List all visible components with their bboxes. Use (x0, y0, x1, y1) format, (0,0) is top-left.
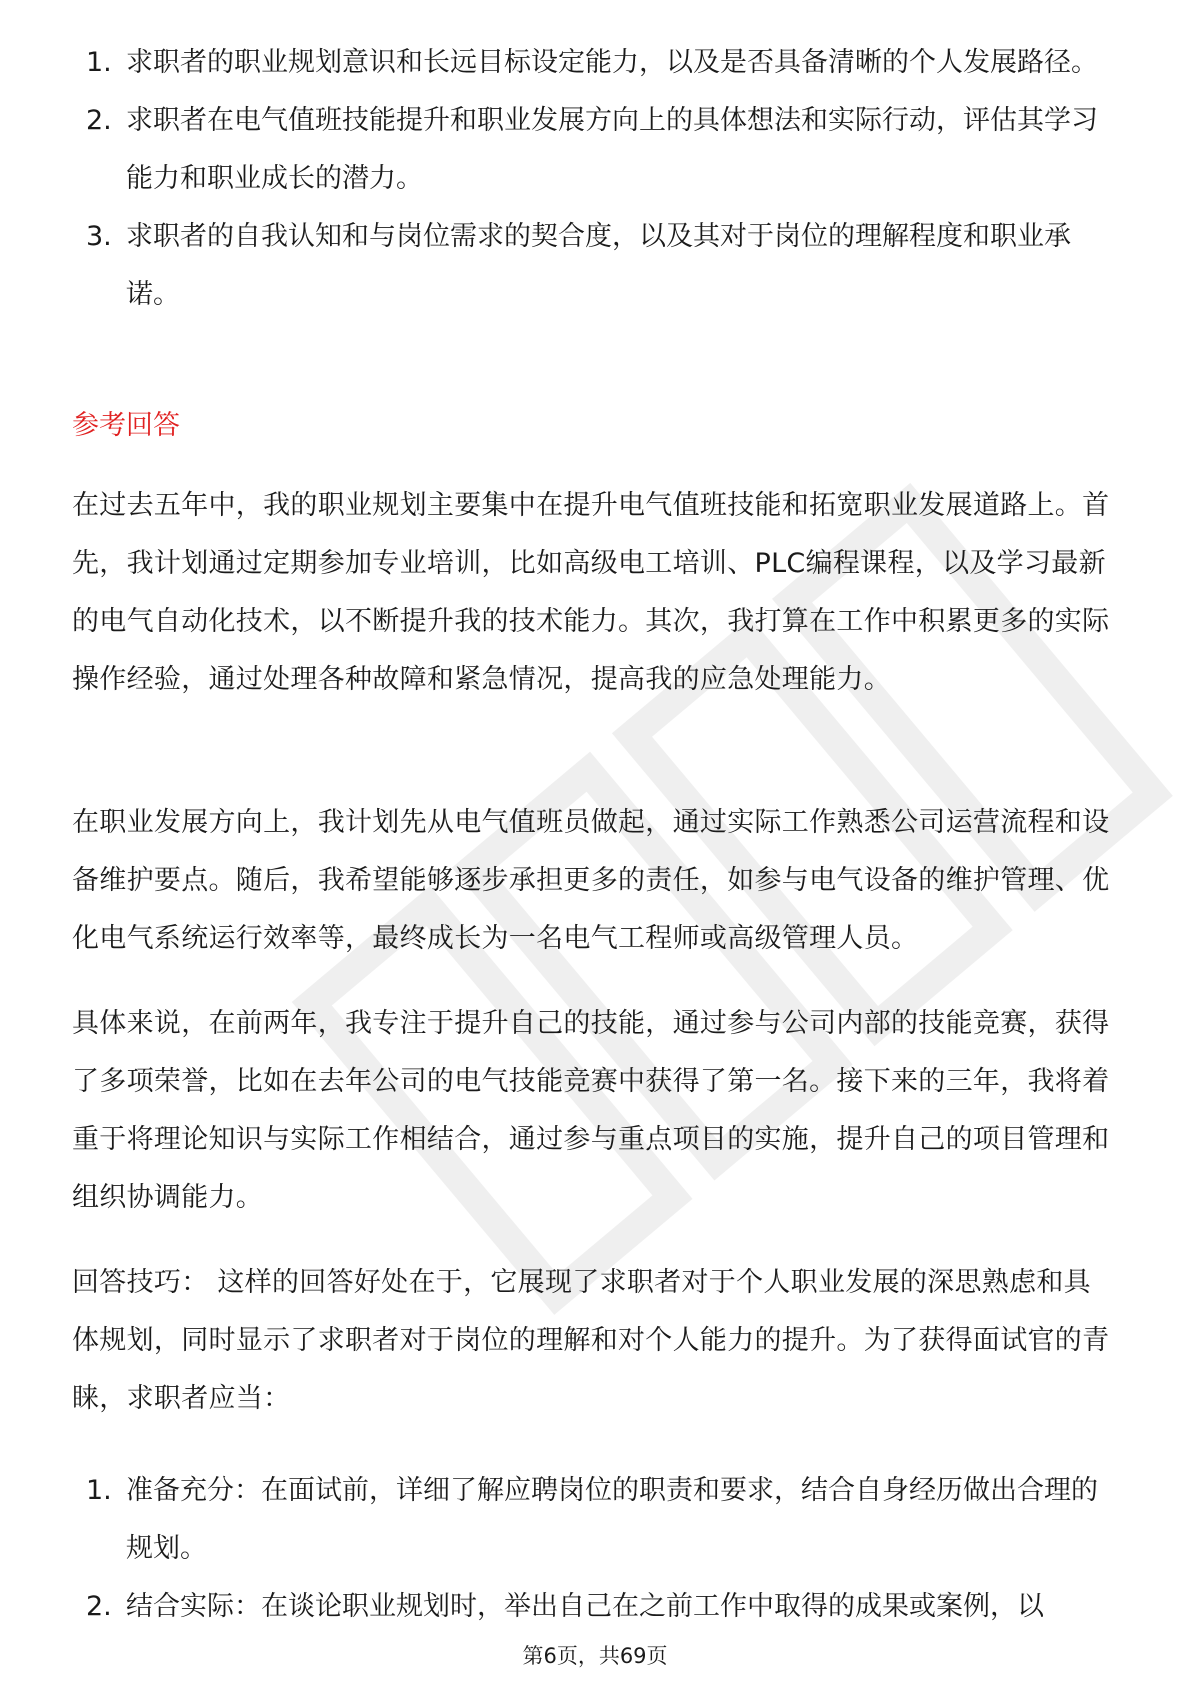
answer-paragraph: 具体来说，在前两年，我专注于提升自己的技能，通过参与公司内部的技能竞赛，获得了多项荣誉，比如在去年公司的电气技能竞赛中获得了第一名。接下来的三年，我将着重于将理论知识与实际工作相结合，通过参与重点项目的实施，提升自己的项目管理和组织协调能力。 (72, 1008, 1110, 1213)
list-item (72, 208, 1118, 324)
list-item-text: 求职者的自我认知和与岗位需求的契合度，以及其对于岗位的理解程度和职业承诺。 (126, 221, 1071, 310)
list-item-number: 3. (86, 221, 112, 252)
list-item-number: 1. (86, 1475, 112, 1506)
list-item (72, 92, 1118, 208)
page-number-footer: 第6页，共69页 (522, 1644, 668, 1668)
list-item (72, 1462, 1118, 1578)
top-criteria-list (72, 34, 1118, 324)
bottom-tips-list (72, 1462, 1118, 1636)
answer-paragraph: 在过去五年中，我的职业规划主要集中在提升电气值班技能和拓宽职业发展道路上。首先，我计划通过定期参加专业培训，比如高级电工培训、PLC编程课程，以及学习最新的电气自动化技术，以不断提升我的技术能力。其次，我打算在工作中积累更多的实际操作经验，通过处理各种故障和紧急情况，提高我的应急处理能力。 (72, 490, 1110, 695)
list-item (72, 34, 1118, 92)
tips-paragraph: 回答技巧： 这样的回答好处在于，它展现了求职者对于个人职业发展的深思熟虑和具体规划，同时显示了求职者对于岗位的理解和对个人能力的提升。为了获得面试官的青睐，求职者应当： (72, 1267, 1110, 1414)
list-item-number: 2. (86, 1591, 112, 1622)
list-item-text: 准备充分：在面试前，详细了解应聘岗位的职责和要求，结合自身经历做出合理的规划。 (126, 1475, 1098, 1564)
list-item-text: 结合实际：在谈论职业规划时，举出自己在之前工作中取得的成果或案例，以 (126, 1591, 1044, 1622)
answer-paragraph: 在职业发展方向上，我计划先从电气值班员做起，通过实际工作熟悉公司运营流程和设备维护要点。随后，我希望能够逐步承担更多的责任，如参与电气设备的维护管理、优化电气系统运行效率等，最终成长为一名电气工程师或高级管理人员。 (72, 807, 1110, 954)
list-item (72, 1578, 1118, 1636)
list-item-number: 2. (86, 105, 112, 136)
answer-heading: 参考回答 (72, 410, 180, 441)
list-item-text: 求职者的职业规划意识和长远目标设定能力，以及是否具备清晰的个人发展路径。 (126, 47, 1098, 78)
list-item-text: 求职者在电气值班技能提升和职业发展方向上的具体想法和实际行动，评估其学习能力和职业成长的潜力。 (126, 105, 1098, 194)
list-item-number: 1. (86, 47, 112, 78)
